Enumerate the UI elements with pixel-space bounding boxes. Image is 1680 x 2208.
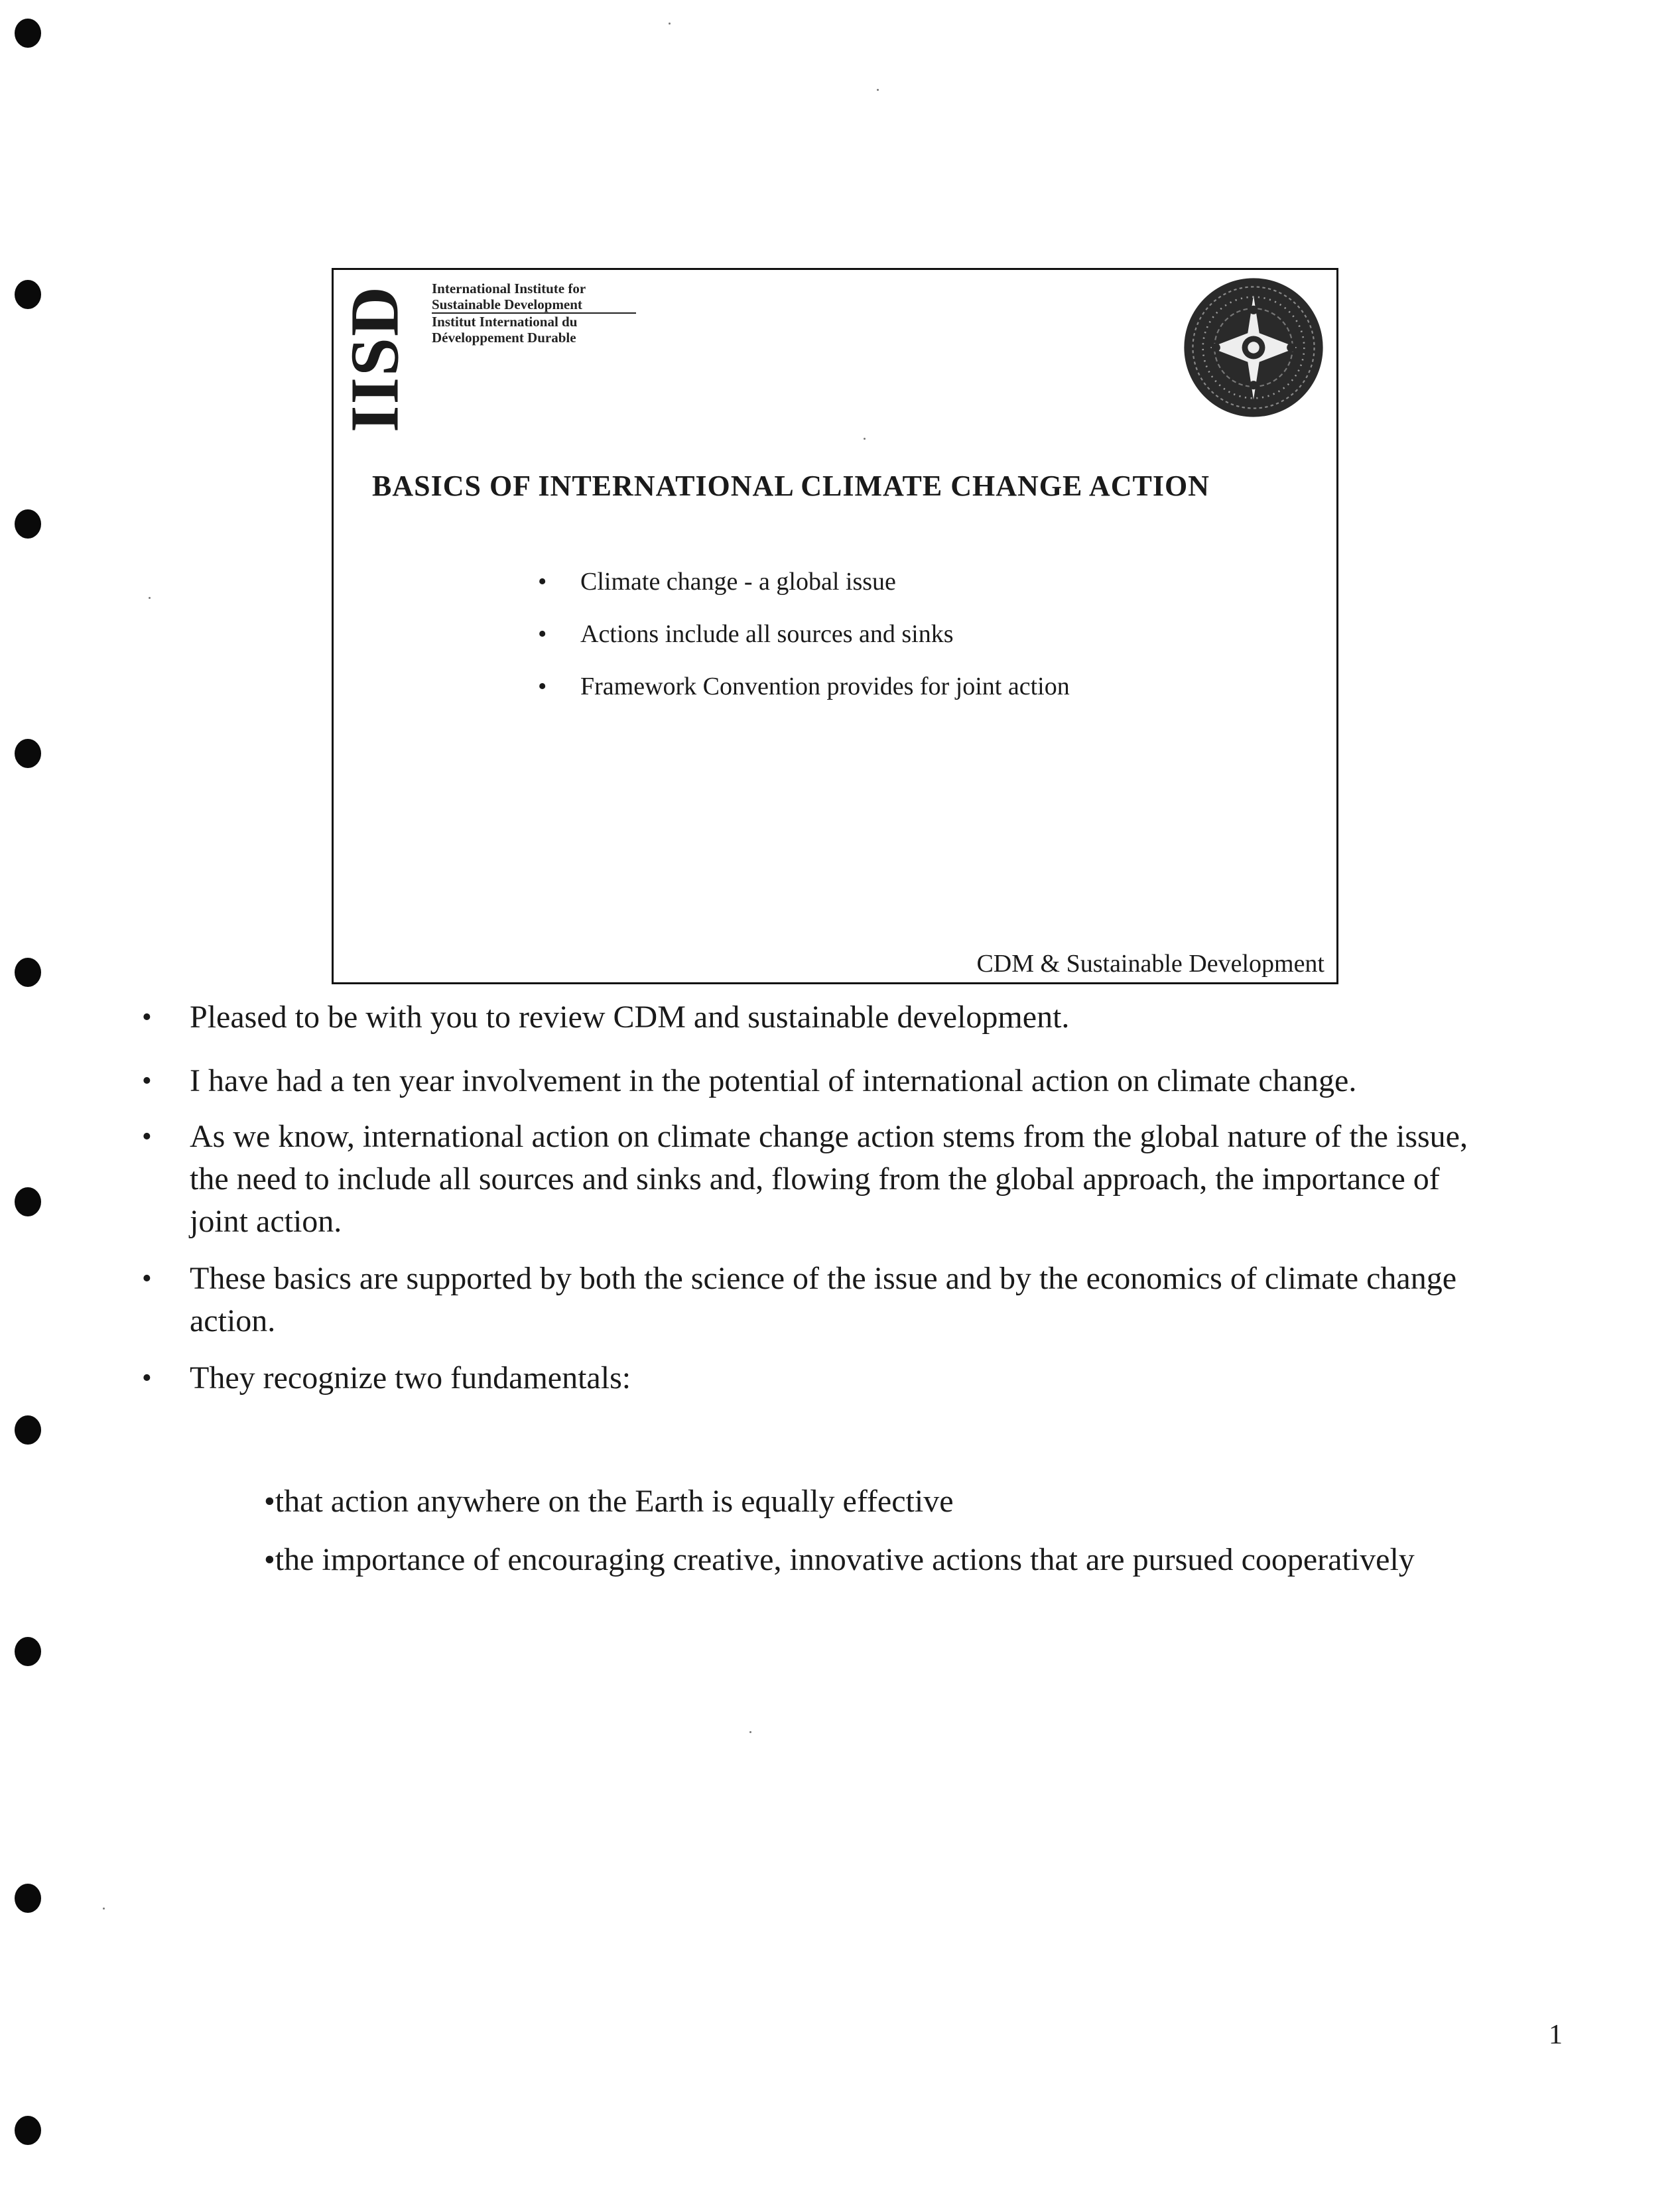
slide-bullet: • Framework Convention provides for joint action (533, 672, 1070, 724)
note-bullet: • These basics are supported by both the science of the issue and by the economics of climate change action. (133, 1258, 1503, 1342)
note-bullet: • I have had a ten year involvement in the potential of international action on climate change. (133, 1052, 1483, 1110)
punch-hole (15, 280, 41, 309)
slide-bullet: • Climate change - a global issue (533, 567, 1070, 619)
speaker-notes (133, 996, 1472, 1414)
punch-hole (15, 509, 41, 539)
org-line: International Institute for (432, 281, 586, 296)
punch-hole (15, 1415, 41, 1445)
slide-title: BASICS OF INTERNATIONAL CLIMATE CHANGE ACTION (372, 470, 1210, 502)
punch-hole (15, 2116, 41, 2145)
globe-seal-icon (1181, 275, 1326, 420)
scan-speck (749, 1731, 751, 1733)
punch-hole (15, 739, 41, 768)
org-line: Sustainable Development (432, 296, 636, 314)
scan-speck (669, 23, 671, 25)
slide-frame (332, 268, 1338, 984)
sub-point: •that action anywhere on the Earth is equally effective (264, 1484, 954, 1519)
org-line: Développement Durable (432, 330, 576, 346)
note-bullet: • Pleased to be with you to review CDM and sustainable development. (133, 996, 1472, 1039)
punch-hole (15, 1637, 41, 1666)
scan-speck (103, 1908, 105, 1910)
slide-bullet-list (533, 567, 1070, 724)
punch-hole (15, 1187, 41, 1216)
scan-speck (877, 89, 879, 91)
scan-speck (149, 597, 151, 599)
slide-footer: CDM & Sustainable Development (976, 950, 1325, 978)
note-bullet: • As we know, international action on climate change action stems from the global nature of the issue, the need to include all sources and sinks and, flowing from the global approach, the importance of joint action. (133, 1116, 1472, 1243)
organization-name (432, 281, 636, 346)
sub-point: •the importance of encouraging creative, innovative actions that are pursued cooperatively (264, 1542, 1415, 1577)
page-number: 1 (1549, 2020, 1563, 2050)
punch-hole (15, 1884, 41, 1913)
iisd-logo (336, 279, 413, 438)
iisd-logo-letters: IISD (336, 285, 413, 432)
punch-hole (15, 958, 41, 987)
note-bullet: • They recognize two fundamentals: (133, 1357, 1472, 1399)
punch-hole (15, 19, 41, 48)
slide-bullet: • Actions include all sources and sinks (533, 619, 1070, 672)
org-line: Institut International du (432, 314, 578, 330)
